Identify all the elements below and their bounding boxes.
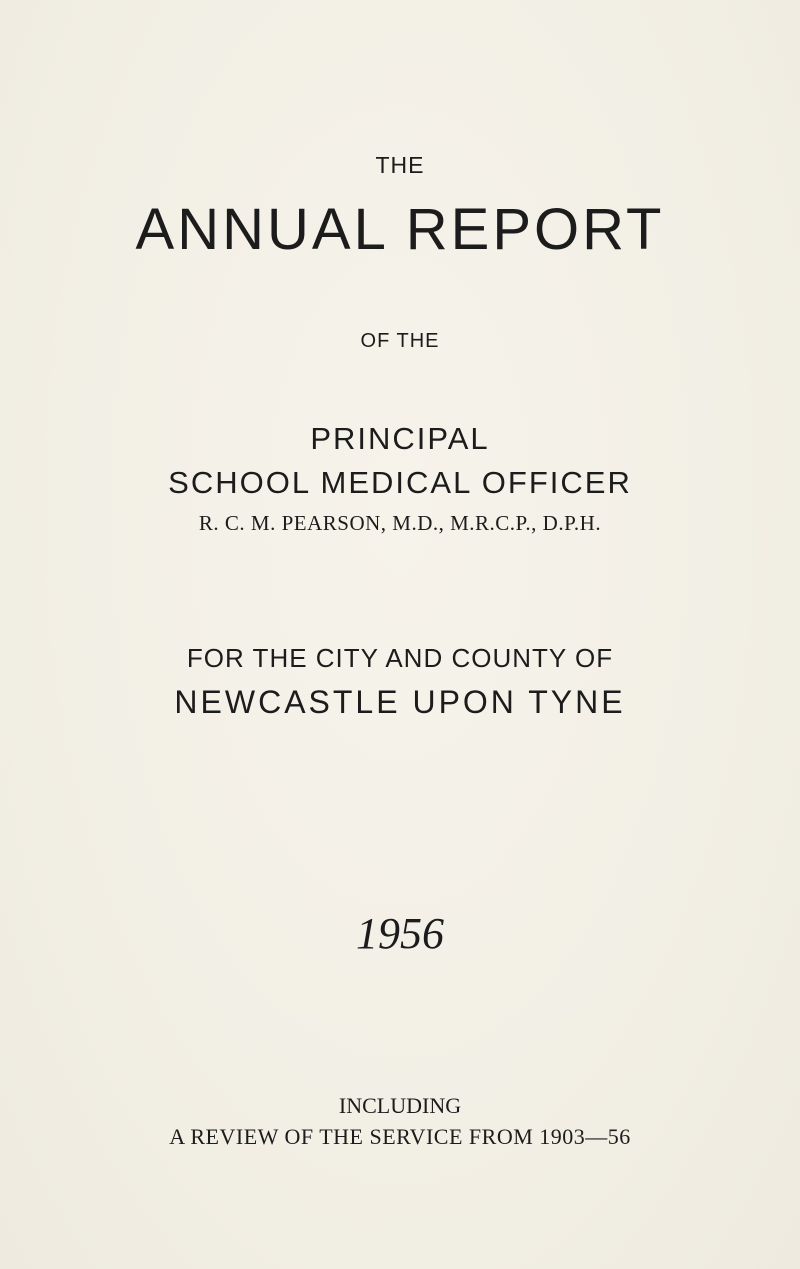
report-title: ANNUAL REPORT (135, 197, 665, 262)
heading-the: THE (375, 152, 425, 178)
heading-of-the: OF THE (360, 330, 440, 352)
heading-school-medical-officer: SCHOOL MEDICAL OFFICER (168, 465, 632, 500)
report-year: 1956 (356, 909, 444, 958)
review-subtitle: A REVIEW OF THE SERVICE FROM 1903—56 (169, 1124, 631, 1149)
heading-for-city-county: FOR THE CITY AND COUNTY OF (186, 643, 614, 673)
heading-principal: PRINCIPAL (310, 421, 490, 456)
heading-including: INCLUDING (338, 1093, 462, 1118)
city-name: NEWCASTLE UPON TYNE (174, 684, 626, 720)
officer-name: R. C. M. PEARSON, M.D., M.R.C.P., D.P.H. (198, 511, 602, 535)
